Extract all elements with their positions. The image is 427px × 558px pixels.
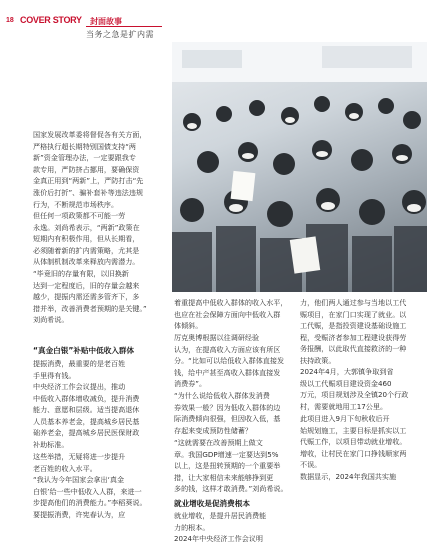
header-divider	[86, 26, 162, 27]
col1-paragraph-2: 但任何一项政策都不可能一劳 永逸。刘尚希表示，“两新”政策在 短期内有积极作用，但从长期看， 必须随着新的扩内需策略，尤其是 从体制机制改革来释放内需潜力。	[33, 211, 140, 267]
col1-paragraph-3: “毕竟旧的存量有限，以旧换新 达到一定程度后，旧的存量会越来 越少，提振内需还需多管齐下，多 措并举，改善消费者预期的是关键。” 刘尚希说。	[33, 269, 147, 325]
col1-paragraph-6: 这些举措，无疑将进一步提升 老百姓的收入水平。	[33, 452, 126, 473]
col3-paragraph-1: 力，他们两人通过参与当地以工代 赈项目，在家门口实现了就业。以 工代赈，是指投资建设基础设施工 程，受赈济者参加工程建设获得劳 务报酬，以此取代直接救济的一种 扶持政策。	[300, 298, 407, 365]
page-header	[0, 14, 200, 50]
col3-paragraph-2: 2024年4月，大郭镇争取到省 级以工代赈项目建设资金460 万元，项目规划涉及全镇20个行政 村，需要就地用工17公里。	[300, 367, 409, 411]
section-heading-employment: 就业增收是促消费根本	[174, 499, 250, 508]
column-name: 封面故事	[90, 17, 122, 26]
col3-paragraph-3: 此项目进入9月下旬秋收后开 始规划施工，主要目标是抓实以工 代赈工作，以项目带动就业增收。 增收，让村民在家门口挣钱顺家两 不误。	[300, 414, 407, 470]
col2-paragraph-7: 2024年中央经济工作会议明	[174, 534, 263, 543]
col2-paragraph-3: “为什么说给低收入群体发消费 券效果一般？因为低收入群体的边 际消费倾向很强，但因收入低，基	[174, 391, 281, 424]
job-fair-photo	[172, 42, 427, 292]
col1-paragraph-4: 提振消费，最重要的是老百姓 手里得有钱。	[33, 359, 126, 380]
col3-paragraph-4: 数据显示，2024年我国共实施	[300, 472, 397, 481]
col2-paragraph-2: 厉克奥博根据以往调研经验 认为，在提高收入方面应该有所区 分。“比如可以给低收入群体直接发 钱，给中产甚至高收入群体直接发 消费券”。	[174, 333, 285, 389]
col1-paragraph-7: “我认为今年国家会拿出‘真金 白银’给一些中低收入人群，来进一 步提高他们的消费能力。”李稻葵说。	[33, 475, 147, 508]
col1-paragraph-1: 国家发展改革委将督促各有关方面， 严格执行超长期特别国债支持“两 新”资金管理办法，一定要跟我专 款专用，严防挤占挪用，要确保资 金真正用到“两新”上，严防打击“先 涨价后打折”、骗补套补等违法违规 行为，不断规范市场秩序。	[33, 130, 147, 209]
col2-paragraph-1: 着重提高中低收入群体的收入水平， 也应在社会保障方面向中低收入群 体倾斜。	[174, 298, 288, 331]
section-heading-subsidy: “真金白银”补贴中低收入群体	[33, 346, 135, 355]
col2-paragraph-4: 存起来变成预防性储蓄？	[174, 426, 253, 435]
page-number: 18	[6, 17, 14, 24]
col2-paragraph-5: “这就需要在改善预期上做文 章。我国GDP增速一定要达到5% 以上，这是扭转预期的一个重要举 措，让大家相信未来能够挣到更 多的钱，这样才敢消费。”刘尚希说。	[174, 438, 288, 494]
col1-paragraph-8: 要提振消费，许宪春认为，应	[33, 510, 126, 519]
article-subtitle: 当务之急是扩内需	[86, 30, 154, 39]
col2-paragraph-6: 就业增收，是提升居民消费能 力的根本。	[174, 511, 267, 532]
magazine-name: COVER STORY	[20, 15, 82, 25]
col1-paragraph-5: 中央经济工作会议提出，推动 中低收入群体增收减负，提升消费 能力、意愿和层级。适当提高退休 人员基本养老金，提高城乡居民基 础养老金，提高城乡居民医保财政 补助标准。	[33, 382, 140, 449]
crowd-illustration	[172, 42, 427, 292]
